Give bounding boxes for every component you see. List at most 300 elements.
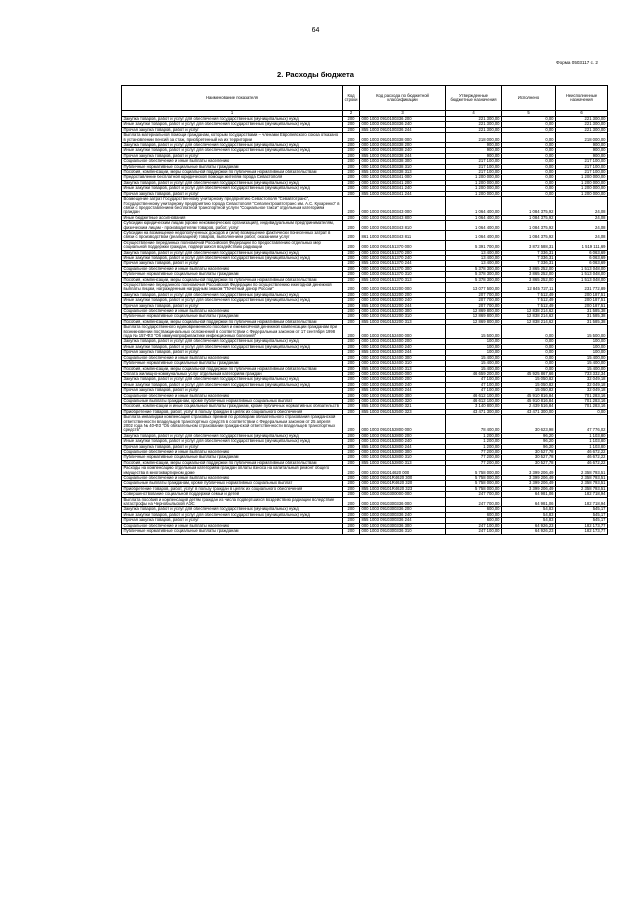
row-unexecuted-cell: 2 358 793,51 xyxy=(556,481,608,486)
row-code-cell: 855 1003 0910152500 321 xyxy=(360,404,446,409)
row-name-cell: Прочая закупка товаров, работ и услуг xyxy=(122,261,343,266)
row-code-cell: 855 1003 0910100336 244 xyxy=(360,127,446,132)
row-code-cell: 000 1003 0910152400 200 xyxy=(360,339,446,344)
row-unexecuted-cell: 6 063,69 xyxy=(556,250,608,255)
row-code-cell: 855 1003 0910152500 244 xyxy=(360,388,446,393)
row-code-cell: 000 1003 0910152500 320 xyxy=(360,398,446,403)
row-unexecuted-cell: 1 513 048,00 xyxy=(556,277,608,282)
table-row xyxy=(122,309,608,314)
row-unexecuted-cell: 15 400,00 xyxy=(556,366,608,371)
row-code-cell: 000 1003 0910152200 200 xyxy=(360,292,446,297)
row-line-cell: 200 xyxy=(343,159,360,164)
row-code-cell: 000 1003 0910152200 310 xyxy=(360,314,446,319)
row-executed-cell: 0,00 xyxy=(502,186,556,191)
row-unexecuted-cell: 200 187,51 xyxy=(556,303,608,308)
row-code-cell: 855 1003 0910100341 244 xyxy=(360,191,446,196)
header-code: Код расхода по бюджетной классификации xyxy=(360,86,446,111)
row-line-cell: 200 xyxy=(343,292,360,297)
row-code-cell: 000 1003 0910100343 810 xyxy=(360,221,446,231)
row-approved-cell: 12 869 800,00 xyxy=(446,319,502,324)
row-line-cell: 200 xyxy=(343,529,360,534)
row-line-cell: 200 xyxy=(343,303,360,308)
row-name-cell: Социальные выплаты гражданам, кроме публичных нормативных социальных выплат xyxy=(122,398,343,403)
row-unexecuted-cell: 32 049,18 xyxy=(556,382,608,387)
row-unexecuted-cell: 2 358 793,51 xyxy=(556,476,608,481)
table-row xyxy=(122,371,608,376)
row-code-cell: 000 1003 0910300336 000 xyxy=(360,497,446,507)
row-unexecuted-cell: 15 500,00 xyxy=(556,325,608,339)
table-row xyxy=(122,314,608,319)
row-approved-cell: 207 700,00 xyxy=(446,298,502,303)
row-name-cell: Прочая закупка товаров, работ и услуг xyxy=(122,350,343,355)
table-row xyxy=(122,272,608,277)
row-name-cell: Прочая закупка товаров, работ и услуг xyxy=(122,127,343,132)
row-executed-cell: 1 084 375,92 xyxy=(502,230,556,240)
row-name-cell: Социальное обеспечение и иные выплаты населению xyxy=(122,266,343,271)
row-code-cell: 000 1003 0910100338 200 xyxy=(360,143,446,148)
row-executed-cell: 0,00 xyxy=(502,127,556,132)
row-line-cell: 200 xyxy=(343,523,360,528)
row-unexecuted-cell: 1 200 000,00 xyxy=(556,175,608,180)
row-line-cell: 200 xyxy=(343,221,360,231)
row-name-cell: Возмещение затрат Государственному унитарному предприятию Севастополя "Севавтотранс", Государственному унитарному предприятию города Севастополя "Севэлектроавтотранс им. А.С. Кухаренко" в связи с предоставлением бесплатной транспортной услуги "Социальное такси" отдельным категориям граждан xyxy=(122,197,343,216)
row-approved-cell: 600,00 xyxy=(446,512,502,517)
table-row xyxy=(122,382,608,387)
row-executed-cell: 45 910 816,84 xyxy=(502,398,556,403)
row-line-cell: 200 xyxy=(343,240,360,250)
row-line-cell: 200 xyxy=(343,492,360,497)
row-executed-cell: 1 084 375,92 xyxy=(502,197,556,216)
row-code-cell: 000 1003 0910100336 240 xyxy=(360,122,446,127)
row-code-cell: 000 1003 0910100338 000 xyxy=(360,133,446,143)
row-approved-cell: 1 064 400,00 xyxy=(446,230,502,240)
row-executed-cell: 0,00 xyxy=(502,344,556,349)
row-approved-cell: 1 200 000,00 xyxy=(446,175,502,180)
row-executed-cell: 0,00 xyxy=(502,350,556,355)
column-number: 1 xyxy=(122,111,343,117)
row-name-cell: Публичные нормативные социальные выплаты гражданам xyxy=(122,314,343,319)
row-unexecuted-cell: 221 300,00 xyxy=(556,127,608,132)
row-unexecuted-cell: 100,00 xyxy=(556,350,608,355)
row-name-cell: Иные закупки товаров, работ и услуг для обеспечения государственных (муниципальных) нужд xyxy=(122,439,343,444)
row-line-cell: 200 xyxy=(343,250,360,255)
row-code-cell: 000 1003 0910152800 310 xyxy=(360,455,446,460)
row-line-cell: 200 xyxy=(343,133,360,143)
row-unexecuted-cell: 32 049,18 xyxy=(556,388,608,393)
row-name-cell: Пособия, компенсации, меры социальной поддержки по публичным нормативным обязательствам xyxy=(122,170,343,175)
row-executed-cell: 0,00 xyxy=(502,180,556,185)
row-line-cell: 200 xyxy=(343,164,360,169)
row-approved-cell: 1 064 400,00 xyxy=(446,197,502,216)
row-line-cell: 200 xyxy=(343,377,360,382)
header-executed: Исполнено xyxy=(502,86,556,111)
row-executed-cell: 64 926,23 xyxy=(502,523,556,528)
row-code-cell: 000 1003 0910300000 000 xyxy=(360,492,446,497)
row-code-cell: 000 1003 0910152400 240 xyxy=(360,344,446,349)
table-header-row xyxy=(122,86,608,111)
row-line-cell: 200 xyxy=(343,404,360,409)
row-unexecuted-cell: 2 358 793,51 xyxy=(556,486,608,491)
table-row xyxy=(122,497,608,507)
row-name-cell: Оплата жилищно-коммунальных услуг отдельным категориям граждан xyxy=(122,371,343,376)
row-executed-cell: 0,00 xyxy=(502,339,556,344)
row-code-cell: 000 1003 0910100336 200 xyxy=(360,117,446,122)
row-approved-cell: 100,00 xyxy=(446,350,502,355)
row-approved-cell: 217 100,00 xyxy=(446,170,502,175)
table-body xyxy=(122,117,608,535)
row-executed-cell: 7 336,31 xyxy=(502,255,556,260)
form-label: Форма 0503117 с. 2 xyxy=(556,60,598,65)
row-executed-cell: 0,00 xyxy=(502,133,556,143)
row-executed-cell: 96,20 xyxy=(502,433,556,438)
row-unexecuted-cell: 217 100,00 xyxy=(556,159,608,164)
row-approved-cell: 221 300,00 xyxy=(446,122,502,127)
row-unexecuted-cell: 24,08 xyxy=(556,230,608,240)
row-approved-cell: 247 100,00 xyxy=(446,523,502,528)
row-unexecuted-cell: 1 513 048,00 xyxy=(556,266,608,271)
table-row xyxy=(122,466,608,476)
row-executed-cell: 12 838 214,62 xyxy=(502,309,556,314)
row-executed-cell: 0,00 xyxy=(502,148,556,153)
row-approved-cell: 900,00 xyxy=(446,143,502,148)
row-line-cell: 200 xyxy=(343,215,360,220)
table-row xyxy=(122,523,608,528)
row-approved-cell: 1 200,00 xyxy=(446,433,502,438)
row-code-cell: 000 1003 0910300336 200 xyxy=(360,507,446,512)
row-unexecuted-cell: 545,17 xyxy=(556,507,608,512)
row-name-cell: Пособия, компенсации, меры социальной поддержки по публичным нормативным обязательствам xyxy=(122,277,343,282)
row-code-cell: 000 1003 0910151370 310 xyxy=(360,272,446,277)
row-line-cell: 200 xyxy=(343,148,360,153)
row-line-cell: 200 xyxy=(343,283,360,293)
row-name-cell: Предоставление бесплатной юридической помощи жителям города Севастополя xyxy=(122,175,343,180)
row-line-cell: 200 xyxy=(343,382,360,387)
row-unexecuted-cell: 231 772,89 xyxy=(556,283,608,293)
row-unexecuted-cell: 1 519 111,69 xyxy=(556,240,608,250)
column-number: 6 xyxy=(556,111,608,117)
table-row xyxy=(122,377,608,382)
row-executed-cell: 0,00 xyxy=(502,361,556,366)
row-name-cell: Публичные нормативные социальные выплаты гражданам xyxy=(122,529,343,534)
row-line-cell: 200 xyxy=(343,272,360,277)
row-unexecuted-cell: 32 049,18 xyxy=(556,377,608,382)
row-approved-cell: 100,00 xyxy=(446,344,502,349)
row-executed-cell: 0,00 xyxy=(502,153,556,158)
row-code-cell: 855 1003 0910151370 244 xyxy=(360,261,446,266)
row-executed-cell: 7 336,31 xyxy=(502,261,556,266)
row-name-cell: Выплата материальной помощи гражданам, которым государствами – членами Европейского союза отказано в установлении пенсий за стаж, приобретенный на их территории xyxy=(122,133,343,143)
row-executed-cell: 0,00 xyxy=(502,170,556,175)
row-code-cell: 855 1003 0910152200 244 xyxy=(360,303,446,308)
row-executed-cell: 30 527,78 xyxy=(502,460,556,465)
row-approved-cell: 77 200,00 xyxy=(446,450,502,455)
row-code-cell: 000 1003 0910100338 310 xyxy=(360,164,446,169)
row-unexecuted-cell: 31 585,38 xyxy=(556,314,608,319)
row-name-cell: Прочая закупка товаров, работ и услуг xyxy=(122,191,343,196)
row-name-cell: Осуществление переданного полномочия Российской Федерации по осуществлению ежегодной денежной выплаты лицам, награжденным нагрудным знаком "Почетный донор России" xyxy=(122,283,343,293)
row-executed-cell: 30 527,78 xyxy=(502,455,556,460)
row-line-cell: 200 xyxy=(343,186,360,191)
row-code-cell: 855 1003 0910151370 313 xyxy=(360,277,446,282)
row-approved-cell: 12 869 800,00 xyxy=(446,314,502,319)
row-executed-cell: 3 399 206,49 xyxy=(502,476,556,481)
row-line-cell: 200 xyxy=(343,153,360,158)
row-approved-cell: 207 700,00 xyxy=(446,303,502,308)
row-unexecuted-cell: 6 063,69 xyxy=(556,261,608,266)
row-approved-cell: 1 200,00 xyxy=(446,439,502,444)
row-unexecuted-cell: 100,00 xyxy=(556,339,608,344)
row-executed-cell: 15 050,82 xyxy=(502,388,556,393)
row-unexecuted-cell: 701 283,16 xyxy=(556,398,608,403)
column-number: 3 xyxy=(360,111,446,117)
table-row xyxy=(122,221,608,231)
row-code-cell: 000 1003 0910152500 000 xyxy=(360,371,446,376)
row-approved-cell: 46 612 100,00 xyxy=(446,393,502,398)
table-row xyxy=(122,492,608,497)
row-approved-cell: 1 200 000,00 xyxy=(446,186,502,191)
row-unexecuted-cell: 46 672,22 xyxy=(556,450,608,455)
row-approved-cell: 46 659 200,00 xyxy=(446,371,502,376)
row-code-cell: 000 1003 0910300336 300 xyxy=(360,523,446,528)
row-unexecuted-cell: 24,08 xyxy=(556,221,608,231)
table-row xyxy=(122,240,608,250)
row-approved-cell: 13 400,00 xyxy=(446,250,502,255)
row-unexecuted-cell: 46 672,22 xyxy=(556,455,608,460)
row-unexecuted-cell: 1 200 000,00 xyxy=(556,191,608,196)
row-name-cell: Иные закупки товаров, работ и услуг для обеспечения государственных (муниципальных) нужд xyxy=(122,255,343,260)
row-name-cell: Закупка товаров, работ и услуг для обеспечения государственных (муниципальных) нужд xyxy=(122,433,343,438)
row-unexecuted-cell: 545,17 xyxy=(556,518,608,523)
row-code-cell: 000 1003 09101R4620 320 xyxy=(360,481,446,486)
row-line-cell: 200 xyxy=(343,170,360,175)
row-approved-cell: 217 100,00 xyxy=(446,164,502,169)
row-approved-cell: 247 700,00 xyxy=(446,492,502,497)
row-code-cell: 000 1003 0910152800 000 xyxy=(360,415,446,434)
row-name-cell: Публичные нормативные социальные выплаты гражданам xyxy=(122,164,343,169)
row-line-cell: 200 xyxy=(343,180,360,185)
header-name: Наименование показателя xyxy=(122,86,343,111)
row-approved-cell: 1 064 400,00 xyxy=(446,215,502,220)
row-line-cell: 200 xyxy=(343,319,360,324)
row-approved-cell: 221 300,00 xyxy=(446,127,502,132)
row-line-cell: 200 xyxy=(343,344,360,349)
row-code-cell: 855 1003 0910100338 244 xyxy=(360,153,446,158)
row-line-cell: 200 xyxy=(343,117,360,122)
row-name-cell: Пособия, компенсации, меры социальной поддержки по публичным нормативным обязательствам xyxy=(122,366,343,371)
row-unexecuted-cell: 900,00 xyxy=(556,153,608,158)
row-name-cell: Выплата пособий и компенсаций детям граждан из числа подвергшихся воздействию радиации вследствие катастрофы на Чернобыльской АЭС xyxy=(122,497,343,507)
row-executed-cell: 45 910 816,84 xyxy=(502,393,556,398)
row-line-cell: 200 xyxy=(343,325,360,339)
row-executed-cell: 3 399 206,49 xyxy=(502,466,556,476)
table-row xyxy=(122,476,608,481)
row-executed-cell: 64 981,06 xyxy=(502,497,556,507)
row-line-cell: 200 xyxy=(343,266,360,271)
row-name-cell: Закупка товаров, работ и услуг для обеспечения государственных (муниципальных) нужд xyxy=(122,180,343,185)
row-name-cell: Социальное обеспечение и иные выплаты населению xyxy=(122,309,343,314)
row-approved-cell: 221 300,00 xyxy=(446,117,502,122)
row-executed-cell: 0,00 xyxy=(502,355,556,360)
row-unexecuted-cell: 200 187,51 xyxy=(556,298,608,303)
row-line-cell: 200 xyxy=(343,460,360,465)
row-code-cell: 855 1003 0910100338 313 xyxy=(360,170,446,175)
row-code-cell: 000 1003 0910152500 240 xyxy=(360,382,446,387)
row-executed-cell: 96,20 xyxy=(502,444,556,449)
row-approved-cell: 12 869 800,00 xyxy=(446,309,502,314)
table-row xyxy=(122,486,608,491)
page-number: 64 xyxy=(311,27,320,34)
row-code-cell: 000 1003 0910152500 200 xyxy=(360,377,446,382)
header-approved: Утвержденные бюджетные назначения xyxy=(446,86,502,111)
row-approved-cell: 1 200,00 xyxy=(446,444,502,449)
row-code-cell: 855 1003 0910152500 323 xyxy=(360,409,446,414)
row-name-cell: Социальное обеспечение и иные выплаты населению xyxy=(122,159,343,164)
row-approved-cell: 100,00 xyxy=(446,339,502,344)
row-approved-cell: 900,00 xyxy=(446,153,502,158)
row-unexecuted-cell: 15 400,00 xyxy=(556,355,608,360)
row-executed-cell: 30 527,78 xyxy=(502,450,556,455)
row-unexecuted-cell: 46 672,22 xyxy=(556,460,608,465)
row-unexecuted-cell: 24,08 xyxy=(556,197,608,216)
row-line-cell: 200 xyxy=(343,191,360,196)
row-name-cell: Прочая закупка товаров, работ и услуг xyxy=(122,388,343,393)
row-code-cell: 855 1003 0910152400 244 xyxy=(360,350,446,355)
header-line: Код строки xyxy=(343,86,360,111)
row-code-cell: 000 1003 0910100341 200 xyxy=(360,180,446,185)
row-approved-cell: 600,00 xyxy=(446,507,502,512)
row-approved-cell: 3 140 800,00 xyxy=(446,404,502,409)
row-name-cell: Иные закупки товаров, работ и услуг для обеспечения государственных (муниципальных) нужд xyxy=(122,298,343,303)
row-code-cell: 000 1003 09101R4620 300 xyxy=(360,476,446,481)
row-executed-cell: 0,00 xyxy=(502,164,556,169)
row-name-cell: Социальное обеспечение и иные выплаты населению xyxy=(122,355,343,360)
row-code-cell: 000 1003 0910151370 240 xyxy=(360,255,446,260)
row-line-cell: 200 xyxy=(343,433,360,438)
table-row xyxy=(122,197,608,216)
row-code-cell: 000 1003 0910152400 300 xyxy=(360,355,446,360)
table-row xyxy=(122,460,608,465)
row-line-cell: 200 xyxy=(343,409,360,414)
row-name-cell: Социальное обеспечение и иные выплаты населению xyxy=(122,523,343,528)
row-unexecuted-cell: 6 063,69 xyxy=(556,255,608,260)
row-executed-cell: 64 926,23 xyxy=(502,529,556,534)
row-approved-cell: 1 200 000,00 xyxy=(446,180,502,185)
row-name-cell: Пособия, компенсации, меры социальной поддержки по публичным нормативным обязательствам xyxy=(122,460,343,465)
row-line-cell: 200 xyxy=(343,450,360,455)
row-approved-cell: 5 391 700,00 xyxy=(446,240,502,250)
row-approved-cell: 600,00 xyxy=(446,518,502,523)
row-unexecuted-cell: 217 100,00 xyxy=(556,164,608,169)
row-executed-cell: 3 865 252,00 xyxy=(502,272,556,277)
row-unexecuted-cell: 217 100,00 xyxy=(556,170,608,175)
row-unexecuted-cell: 218 000,00 xyxy=(556,133,608,143)
row-unexecuted-cell: 31 585,38 xyxy=(556,319,608,324)
row-name-cell: Закупка товаров, работ и услуг для обеспечения государственных (муниципальных) нужд xyxy=(122,507,343,512)
row-code-cell: 855 1003 09101R4620 323 xyxy=(360,486,446,491)
row-executed-cell: 0,00 xyxy=(502,325,556,339)
row-executed-cell: 7 512,49 xyxy=(502,303,556,308)
row-name-cell: Социальные выплаты гражданам, кроме публичных нормативных социальных выплат xyxy=(122,481,343,486)
row-name-cell: Социальное обеспечение и иные выплаты населению xyxy=(122,393,343,398)
row-unexecuted-cell: 182 173,77 xyxy=(556,523,608,528)
row-executed-cell: 54,83 xyxy=(502,512,556,517)
row-approved-cell: 5 758 000,00 xyxy=(446,466,502,476)
row-name-cell: Расходы на компенсацию отдельным категориям граждан оплаты взноса на капитальный ремонт общего имущества в многоквартирном доме xyxy=(122,466,343,476)
row-unexecuted-cell: 31 585,38 xyxy=(556,309,608,314)
row-executed-cell: 45 925 867,66 xyxy=(502,371,556,376)
row-approved-cell: 5 758 000,00 xyxy=(446,486,502,491)
row-executed-cell: 3 865 252,00 xyxy=(502,277,556,282)
row-approved-cell: 43 471 300,00 xyxy=(446,409,502,414)
row-line-cell: 200 xyxy=(343,255,360,260)
table-row xyxy=(122,230,608,240)
row-name-cell: Приобретение товаров, работ, услуг в пользу граждан в целях их социального обеспечения xyxy=(122,409,343,414)
table-row xyxy=(122,481,608,486)
table-row xyxy=(122,398,608,403)
row-approved-cell: 15 400,00 xyxy=(446,366,502,371)
row-executed-cell: 54,83 xyxy=(502,518,556,523)
header-unexecuted: Неисполненные назначения xyxy=(556,86,608,111)
row-approved-cell: 5 378 300,00 xyxy=(446,277,502,282)
row-code-cell: 000 1003 0910152400 310 xyxy=(360,361,446,366)
row-approved-cell: 13 400,00 xyxy=(446,255,502,260)
row-unexecuted-cell: 221 300,00 xyxy=(556,122,608,127)
row-line-cell: 200 xyxy=(343,415,360,434)
row-line-cell: 200 xyxy=(343,455,360,460)
row-unexecuted-cell: 900,00 xyxy=(556,148,608,153)
row-code-cell: 000 1003 0910152200 000 xyxy=(360,283,446,293)
row-line-cell: 200 xyxy=(343,466,360,476)
row-name-cell: Прочая закупка товаров, работ и услуг xyxy=(122,444,343,449)
row-name-cell: Приобретение товаров, работ, услуг в пользу граждан в целях их социального обеспечения xyxy=(122,486,343,491)
row-approved-cell: 218 000,00 xyxy=(446,133,502,143)
row-name-cell: Выплата государственного единовременного пособия и ежемесячной денежной компенсации гражданам при возникновении поствакцинальных осложнений в соответствии с Федеральным законом от 17 сентября 1998 года № 157-ФЗ "Об иммунопрофилактике инфекционных болезней" xyxy=(122,325,343,339)
row-approved-cell: 47 100,00 xyxy=(446,388,502,393)
row-name-cell: Закупка товаров, работ и услуг для обеспечения государственных (муниципальных) нужд xyxy=(122,143,343,148)
row-line-cell: 200 xyxy=(343,486,360,491)
row-executed-cell: 12 838 214,62 xyxy=(502,314,556,319)
row-approved-cell: 15 400,00 xyxy=(446,361,502,366)
row-name-cell: Закупка товаров, работ и услуг для обеспечения государственных (муниципальных) нужд xyxy=(122,250,343,255)
row-approved-cell: 207 700,00 xyxy=(446,292,502,297)
row-code-cell: 000 1003 0910100343 800 xyxy=(360,215,446,220)
row-name-cell: Совершенствование социальной поддержки семьи и детей xyxy=(122,492,343,497)
row-unexecuted-cell: 24,08 xyxy=(556,215,608,220)
row-line-cell: 200 xyxy=(343,512,360,517)
row-unexecuted-cell: 182 718,94 xyxy=(556,492,608,497)
row-name-cell: Публичные нормативные социальные выплаты гражданам xyxy=(122,272,343,277)
row-code-cell: 000 1003 0910152800 240 xyxy=(360,439,446,444)
row-code-cell: 000 1003 0910151370 300 xyxy=(360,266,446,271)
row-executed-cell: 3 865 252,00 xyxy=(502,266,556,271)
row-line-cell: 200 xyxy=(343,127,360,132)
row-name-cell: Публичные нормативные социальные выплаты гражданам xyxy=(122,361,343,366)
row-approved-cell: 5 758 000,00 xyxy=(446,476,502,481)
row-unexecuted-cell: 15 400,00 xyxy=(556,361,608,366)
row-approved-cell: 77 200,00 xyxy=(446,460,502,465)
row-name-cell: Закупка товаров, работ и услуг для обеспечения государственных (муниципальных) нужд xyxy=(122,292,343,297)
row-approved-cell: 77 200,00 xyxy=(446,455,502,460)
row-unexecuted-cell: 2 358 793,51 xyxy=(556,466,608,476)
row-approved-cell: 247 100,00 xyxy=(446,529,502,534)
table-row xyxy=(122,455,608,460)
row-executed-cell: 7 512,49 xyxy=(502,298,556,303)
row-executed-cell: 43 471 300,00 xyxy=(502,409,556,414)
row-code-cell: 000 1003 0910152400 000 xyxy=(360,325,446,339)
row-line-cell: 200 xyxy=(343,298,360,303)
row-unexecuted-cell: 701 283,16 xyxy=(556,404,608,409)
table-row xyxy=(122,325,608,339)
